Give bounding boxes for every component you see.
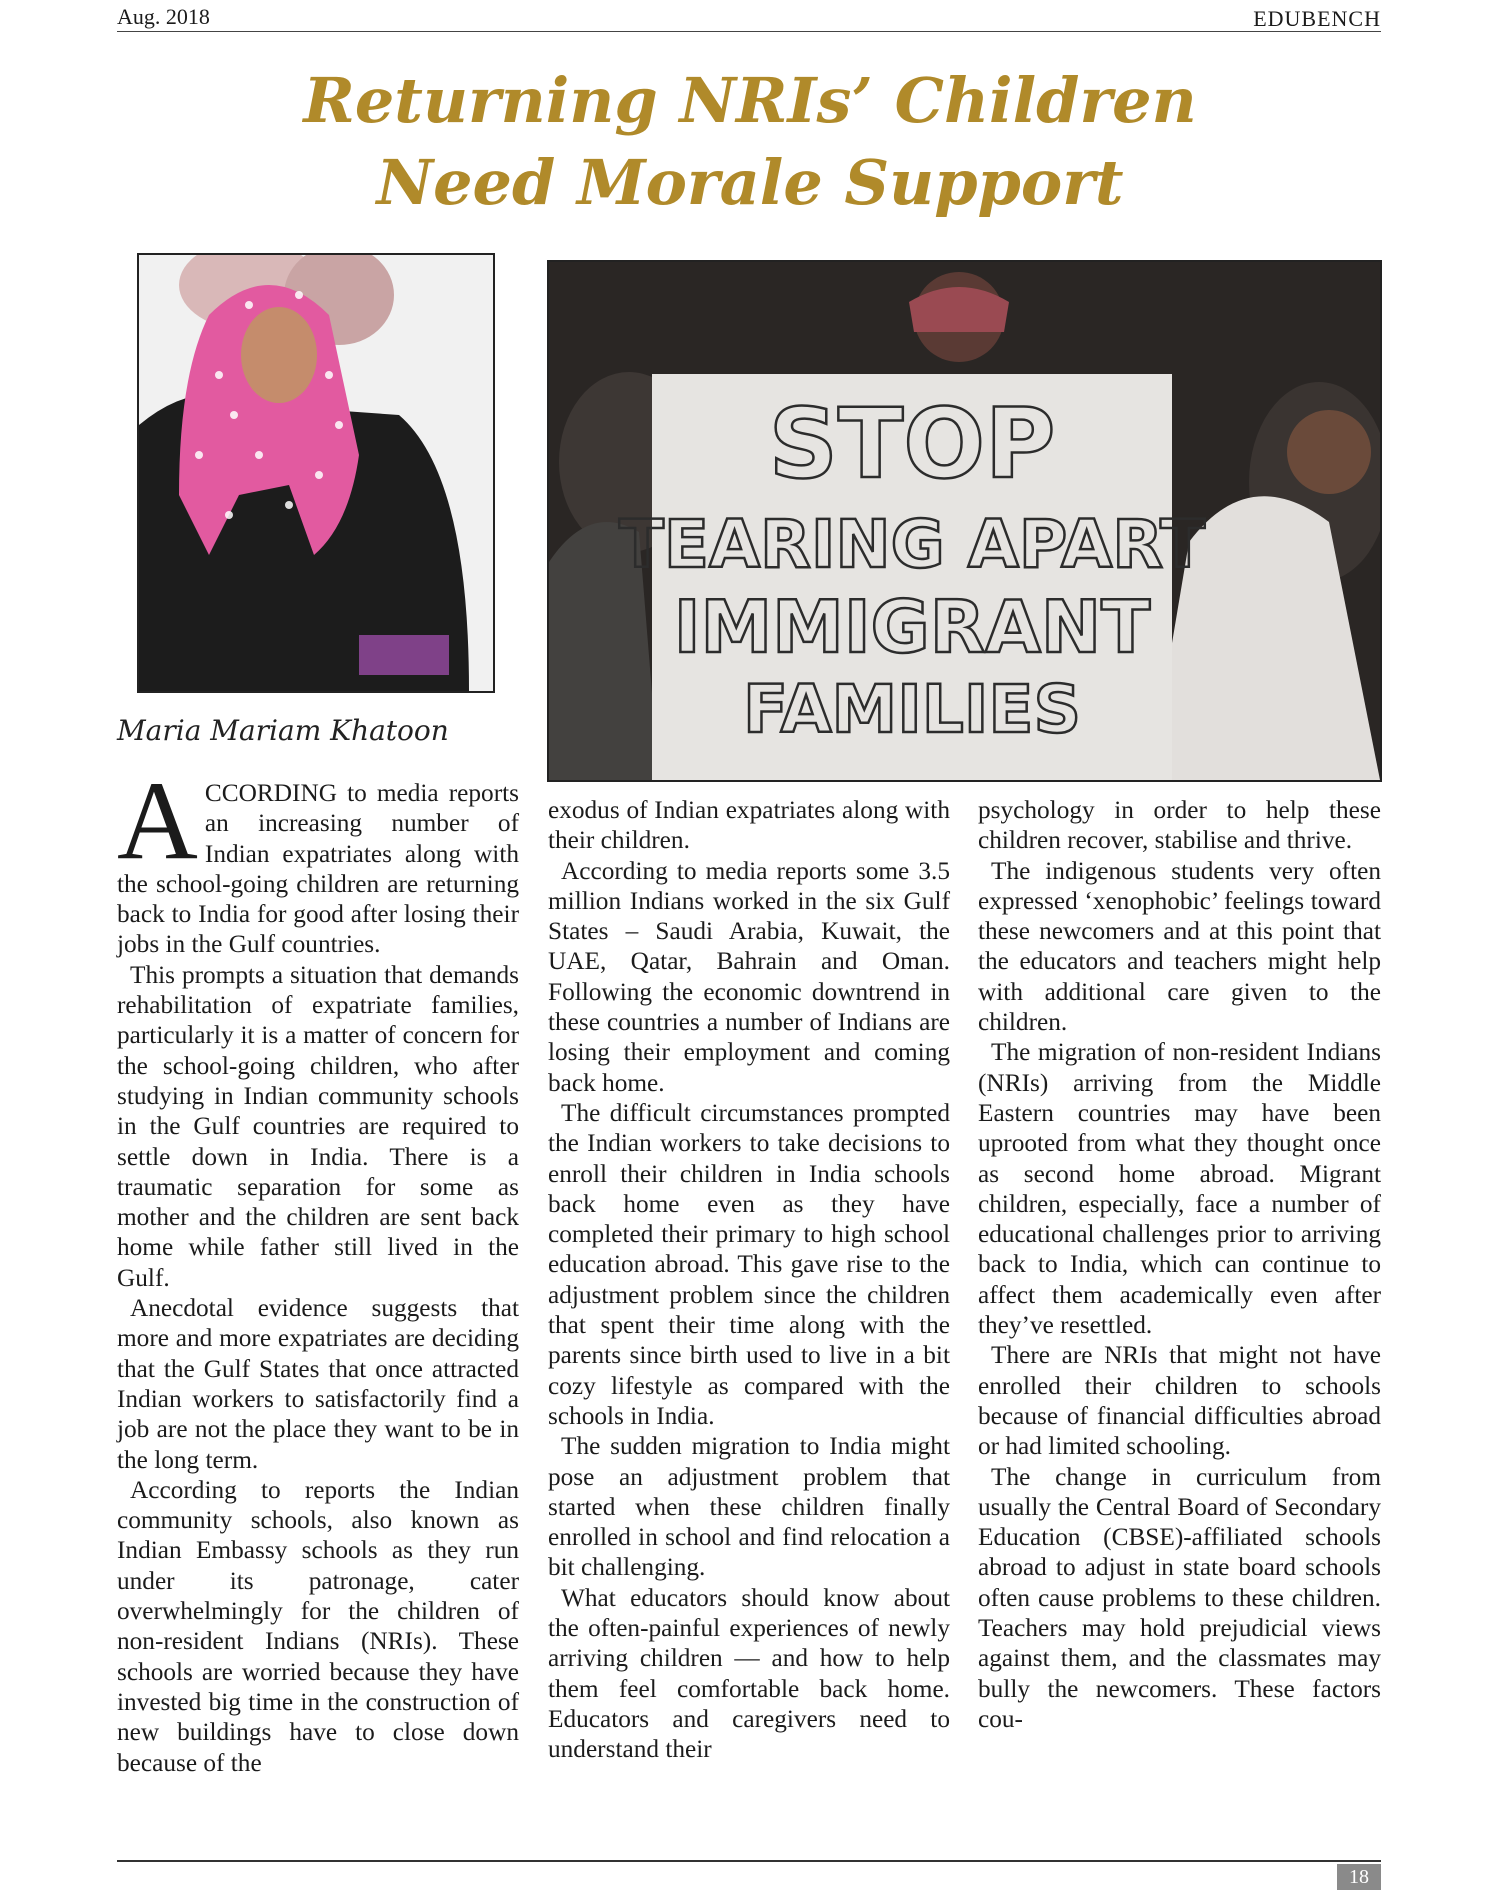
drop-cap: A (117, 759, 198, 883)
paragraph: Anecdotal evidence suggests that more and more expatriates are deciding that the Gulf States that once attracted Indian workers to satisfactorily find a job are not the place they want to be in the long term. (117, 1294, 519, 1474)
paragraph: The change in curriculum from usually the Central Board of Secondary Education (CBSE)-affiliated schools abroad to adjust in state board schools often cause problems to these children. Teachers may hold prejudicial views against them, and the classmates may bully the newcomers. These factors cou- (978, 1462, 1381, 1733)
article-column-3 (978, 795, 1381, 1734)
title-line-1: Returning NRIs’ Children (303, 64, 1197, 137)
paragraph: ACCORDING to media reports an increasing number of Indian expatriates along with the school-going children are returning back to India for good after losing their jobs in the Gulf countries. (117, 759, 519, 959)
paragraph: According to reports the Indian community schools, also known as Indian Embassy schools as they run under its patronage, cater overwhelmingly for the children of non-resident Indians (NRIs). These schools are worried because they have invested big time in the construction of new buildings have to close down because of the (117, 1475, 519, 1777)
paragraph: What educators should know about the often-painful experiences of newly arriving children — and how to help them feel comfortable back home. Educators and caregivers need to understand their (548, 1583, 950, 1764)
paragraph: psychology in order to help these children recover, stabilise and thrive. (978, 796, 1381, 855)
author-byline: Maria Mariam Khatoon (117, 714, 449, 747)
footer-divider (117, 1860, 1381, 1862)
title-line-2: Need Morale Support (376, 146, 1124, 219)
issue-date: Aug. 2018 (117, 4, 210, 29)
paragraph: exodus of Indian expatriates along with their children. (548, 796, 950, 855)
header-divider (117, 31, 1381, 32)
paragraph: The migration of non-resident Indians (NRIs) arriving from the Middle Eastern countries may have been uprooted from what they thought once as second home abroad. Migrant children, especially, face a number of educational challenges prior to arriving back to India, which can continue to affect them academically even after they’ve resettled. (978, 1038, 1381, 1340)
article-title (0, 60, 1500, 224)
sign-line-4: FAMILIES (742, 671, 1082, 748)
paragraph: There are NRIs that might not have enrolled their children to schools because of financial difficulties abroad or had limited schooling. (978, 1341, 1381, 1461)
page-number: 18 (1337, 1864, 1381, 1890)
author-photo (137, 253, 495, 693)
article-column-2 (548, 795, 950, 1765)
publication-name: EDUBENCH (1253, 6, 1381, 31)
sign-line-3: IMMIGRANT (673, 585, 1151, 669)
paragraph: The indigenous students very often expressed ‘xenophobic’ feelings toward these newcomers and at this point that the educators and teachers might help with additional care given to the children. (978, 856, 1381, 1037)
protest-photo (547, 260, 1382, 782)
paragraph: The sudden migration to India might pose an adjustment problem that started when these children finally enrolled in school and find relocation a bit challenging. (548, 1432, 950, 1582)
paragraph: This prompts a situation that demands rehabilitation of expatriate families, particularly it is a matter of concern for the school-going children, who after studying in Indian community schools in the Gulf countries are required to settle down in India. There is a traumatic separation for some as mother and the children are sent back home while father still lived in the Gulf. (117, 960, 519, 1292)
sign-line-1: STOP (768, 388, 1056, 500)
article-column-1 (117, 759, 519, 1778)
sign-line-2: TEARING APART (618, 506, 1206, 583)
paragraph: According to media reports some 3.5 million Indians worked in the six Gulf States – Saudi Arabia, Kuwait, the UAE, Qatar, Bahrain and Oman. Following the economic downtrend in these countries a number of Indians are losing their employment and coming back home. (548, 856, 950, 1097)
paragraph: The difficult circumstances prompted the Indian workers to take decisions to enroll their children in India schools back home even as they have completed their primary to high school education abroad. This gave rise to the adjustment problem since the children that spent their time along with the parents since birth used to live in a bit cozy lifestyle as compared with the schools in India. (548, 1098, 950, 1430)
